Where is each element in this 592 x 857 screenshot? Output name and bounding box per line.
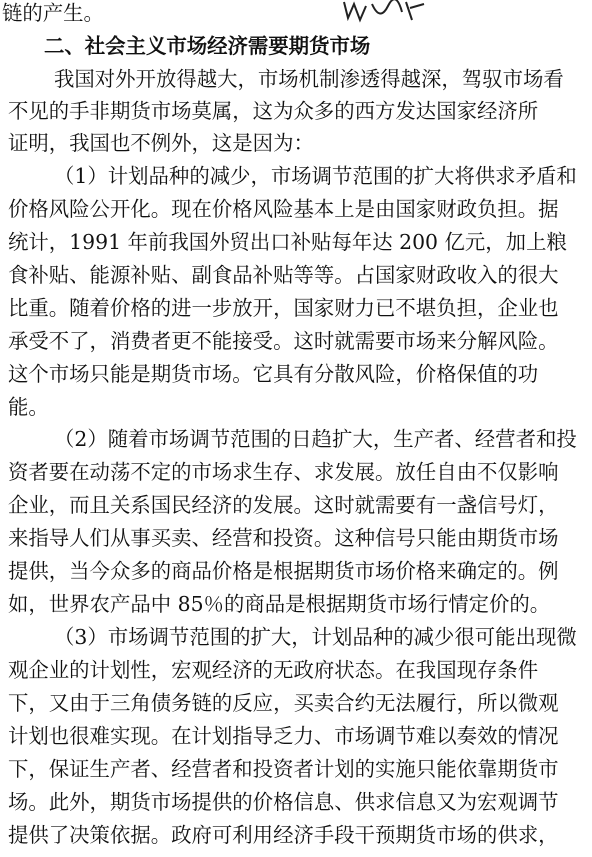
text-line: 观企业的计划性，宏观经济的无政府状态。在我国现存条件 [8,658,539,682]
text-line: 资者要在动荡不定的市场求生存、求发展。放任自由不仅影响 [8,460,559,484]
text-line: 不见的手非期货市场莫属，这为众多的西方发达国家经济所 [8,99,539,123]
text-line: 来指导人们从事买卖、经营和投资。这种信号只能由期货市场 [8,526,559,550]
text-line: 提供，当今众多的商品价格是根据期货市场价格来确定的。例 [8,559,559,583]
text-line: 食补贴、能源补贴、副食品补贴等等。占国家财政收入的很大 [8,263,559,287]
text-line: （1）计划品种的减少，市场调节范围的扩大将供求矛盾和 [54,164,577,188]
text-line: 能。 [8,395,49,419]
text-line: 承受不了，消费者更不能接受。这时就需要市场来分解风险。 [8,329,559,353]
text-line: 下，保证生产者、经营者和投资者计划的实施只能依靠期货市 [8,757,559,781]
text-line: 这个市场只能是期货市场。它具有分散风险，价格保值的功 [8,362,539,386]
section-heading: 二、社会主义市场经济需要期货市场 [44,34,371,58]
text-line: 计划也很难实现。在计划指导乏力、市场调节难以奏效的情况 [8,724,559,748]
text-line: 证明，我国也不例外，这是因为： [8,131,314,155]
text-line: 场。此外，期货市场提供的价格信息、供求信息又为宏观调节 [8,790,559,814]
text-line: 提供了决策依据。政府可利用经济手段干预期货市场的供求， [8,823,559,847]
text-line: 下，又由于三角债务链的反应，买卖合约无法履行，所以微观 [8,691,559,715]
text-line: 链的产生。 [2,1,104,25]
text-line: 统计，1991 年前我国外贸出口补贴每年达 200 亿元，加上粮 [8,230,567,254]
text-line: （3）市场调节范围的扩大，计划品种的减少很可能出现微 [54,625,577,649]
text-line: 我国对外开放得越大，市场机制渗透得越深，驾驭市场看 [54,67,564,91]
text-line: 企业，而且关系国民经济的发展。这时就需要有一盏信号灯， [8,493,559,517]
text-line: （2）随着市场调节范围的日趋扩大，生产者、经营者和投 [54,427,577,451]
text-line: 如，世界农产品中 85％的商品是根据期货市场行情定价的。 [8,592,551,616]
text-line: 比重。随着价格的进一步放开，国家财力已不堪负担，企业也 [8,296,559,320]
text-line: 价格风险公开化。现在价格风险基本上是由国家财政负担。据 [8,197,559,221]
